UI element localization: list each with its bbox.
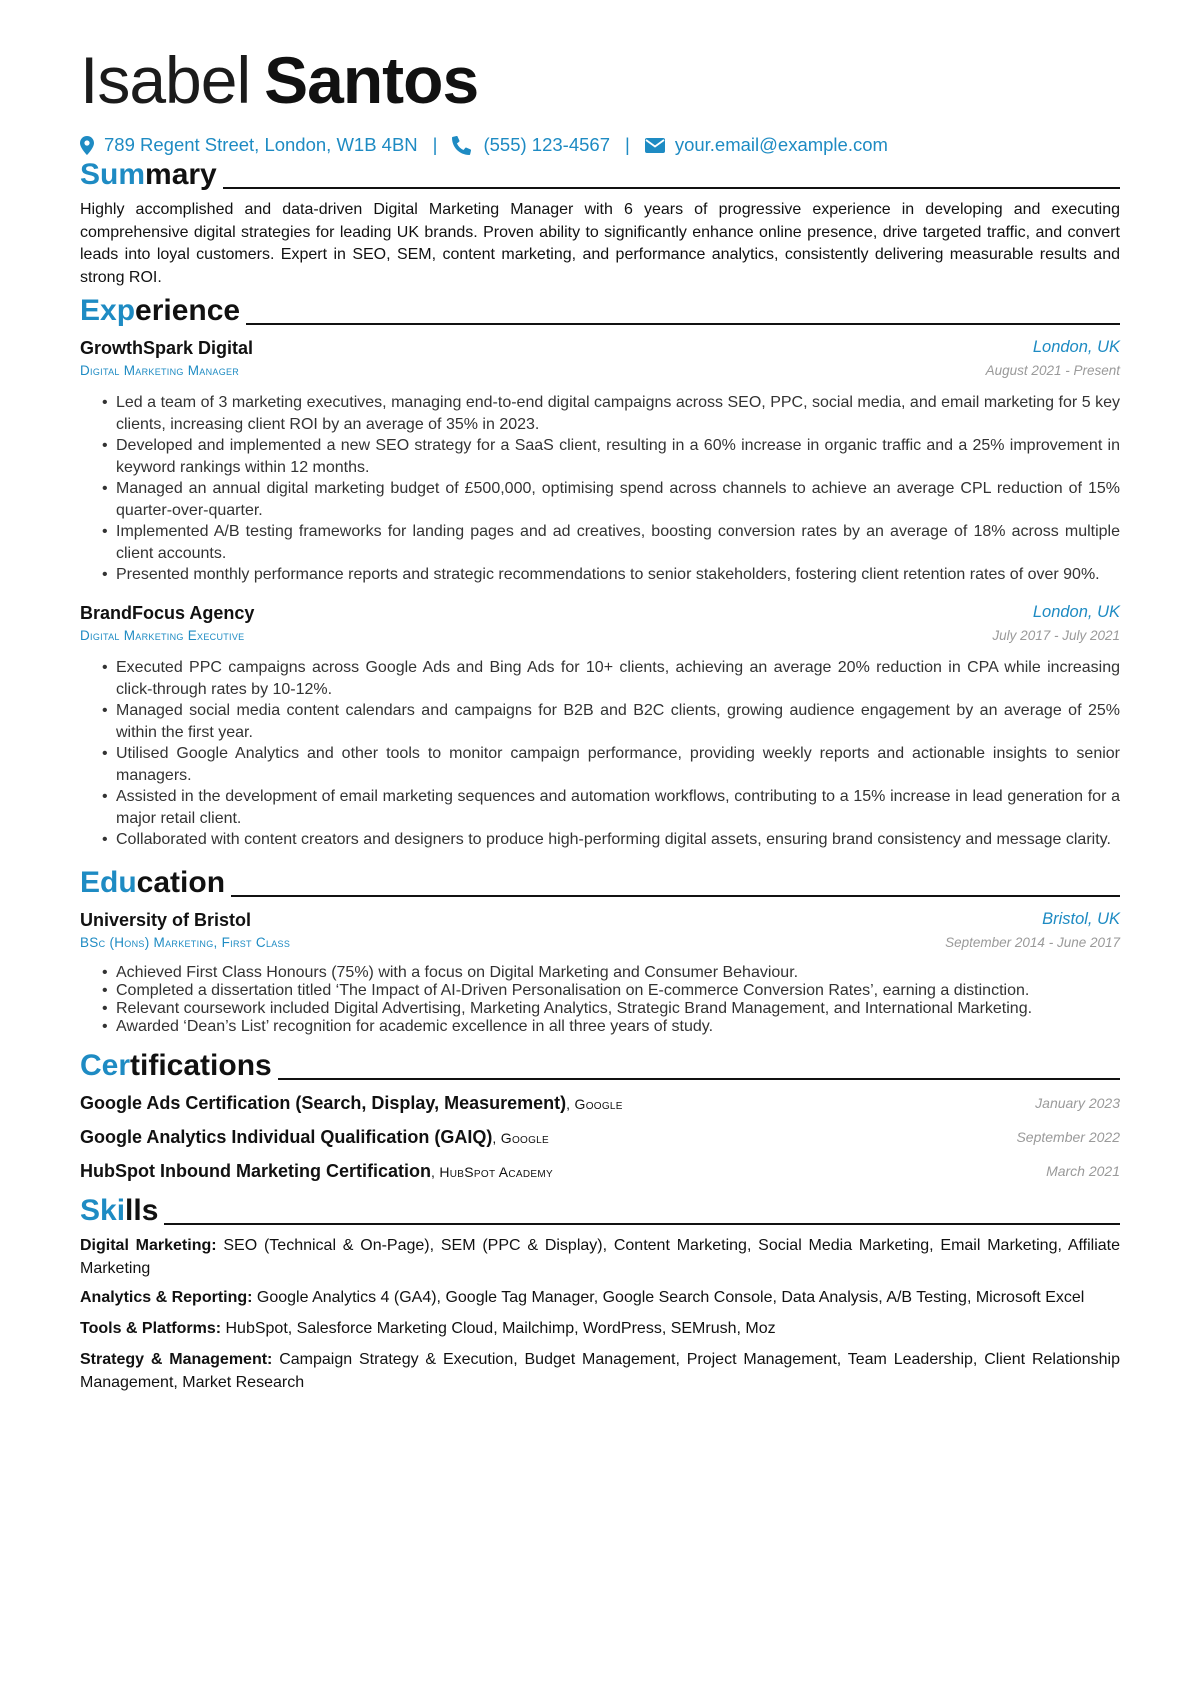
envelope-icon [645,138,665,153]
skill-row [80,1349,1120,1394]
list-item: • Led a team of 3 marketing executives, managing end-to-end digital campaigns across SEO, PPC, social media, and email marketing for 5 key clients, increasing client ROI by an average of 35% in 2023. [80,392,1120,435]
experience-heading: Experience [80,294,1120,328]
certification-date: March 2021 [1046,1163,1120,1179]
education-heading: Education [80,866,1120,900]
skill-values: SEO (Technical & On-Page), SEM (PPC & Display), Content Marketing, Social Media Marketing, Email Marketing, Affiliate Marketing [80,1237,1121,1277]
skill-row [80,1287,1120,1310]
skill-row [80,1235,1120,1280]
map-pin-icon [80,136,94,155]
skill-values: HubSpot, Salesforce Marketing Cloud, Mailchimp, WordPress, SEMrush, Moz [221,1320,776,1337]
skill-category: Tools & Platforms: [80,1320,222,1337]
education-dates: September 2014 - June 2017 [945,935,1120,950]
certification-issuer: , Google [492,1130,550,1146]
address-text: 789 Regent Street, London, W1B 4BN [104,134,418,155]
school-location: Bristol, UK [1042,910,1120,928]
phone-text: (555) 123-4567 [483,134,610,155]
phone-icon [452,136,471,155]
job-location: London, UK [1032,603,1120,621]
list-item: • Executed PPC campaigns across Google Ads and Bing Ads for 10+ clients, achieving an average 20% reduction in CPA while increasing click-through rates by 10-12%. [80,657,1120,700]
certifications-heading: Certifications [80,1049,1120,1083]
list-item: • Collaborated with content creators and designers to produce high-performing digital assets, ensuring brand consistency and message clarity. [80,829,1120,851]
list-item: • Developed and implemented a new SEO strategy for a SaaS client, resulting in a 60% increase in organic traffic and a 25% improvement in keyword rankings within 12 months. [80,435,1120,478]
skill-category: Strategy & Management: [80,1351,273,1368]
certification-issuer: , Google [566,1096,623,1112]
list-item: • Relevant coursework included Digital Advertising, Marketing Analytics, Strategic Brand Management, and International Marketing. [80,1000,1120,1018]
certification-title: Google Ads Certification (Search, Display, Measurement) [80,1093,567,1113]
job-title: Digital Marketing Executive [80,628,245,643]
contact-separator: | [432,134,438,155]
list-item: • Presented monthly performance reports and strategic recommendations to senior stakeholders, fostering client retention rates of over 90%. [80,564,1120,586]
section-rule [164,1223,1120,1225]
section-rule [223,187,1120,189]
job-bullets [80,392,1120,586]
last-name: Santos [264,43,479,117]
candidate-name [80,40,478,120]
skill-category: Analytics & Reporting: [80,1289,253,1306]
education-bullets [80,964,1120,1036]
certification-title: Google Analytics Individual Qualification (GAIQ) [80,1127,493,1147]
job-bullets [80,657,1120,851]
summary-heading: Summary [80,158,1120,192]
skill-row [80,1318,1120,1341]
degree-title: BSc (Hons) Marketing, First Class [80,935,291,950]
contact-separator: | [625,134,630,155]
job-company: GrowthSpark Digital [80,338,254,358]
job-company: BrandFocus Agency [80,603,255,623]
list-item: • Managed social media content calendars and campaigns for B2B and B2C clients, growing audience engagement by an average of 25% within the first year. [80,700,1120,743]
email-link[interactable]: your.email@example.com [674,134,888,155]
section-rule [246,323,1120,325]
section-rule [231,895,1120,897]
list-item: • Implemented A/B testing frameworks for landing pages and ad creatives, boosting conversion rates by an average of 18% across multiple client accounts. [80,521,1120,564]
contact-line [80,134,888,156]
list-item: • Achieved First Class Honours (75%) with a focus on Digital Marketing and Consumer Behaviour. [80,964,1120,982]
skill-category: Digital Marketing: [80,1237,217,1254]
summary-text: Highly accomplished and data-driven Digital Marketing Manager with 6 years of progressive experience in developing and executing comprehensive digital strategies for leading UK brands. Proven ability to significantly enhance online presence, drive targeted traffic, and convert leads into loyal customers. Expert in SEO, SEM, content marketing, and performance analytics, consistently delivering measurable results and strong ROI. [80,201,1120,286]
certification-date: September 2022 [1016,1129,1120,1145]
certification-date: January 2023 [1035,1095,1120,1111]
certification-issuer: , HubSpot Academy [430,1164,553,1180]
list-item: • Completed a dissertation titled ‘The Impact of AI-Driven Personalisation on E-commerce Conversion Rates’, earning a distinction. [80,982,1120,1000]
list-item: • Managed an annual digital marketing budget of £500,000, optimising spend across channels to achieve an average CPL reduction of 15% quarter-over-quarter. [80,478,1120,521]
job-dates: July 2017 - July 2021 [992,628,1120,643]
list-item: • Utilised Google Analytics and other tools to monitor campaign performance, providing weekly reports and actionable insights to senior managers. [80,743,1120,786]
skill-values: Campaign Strategy & Execution, Budget Management, Project Management, Team Leadership, Client Relationship Management, Market Research [80,1351,1120,1391]
school-name: University of Bristol [80,910,252,930]
list-item: • Awarded ‘Dean’s List’ recognition for academic excellence in all three years of study. [80,1018,1120,1036]
first-name: Isabel [80,43,251,117]
list-item: • Assisted in the development of email marketing sequences and automation workflows, contributing to a 15% increase in lead generation for a major retail client. [80,786,1120,829]
skills-heading: Skills [80,1194,1120,1228]
job-title: Digital Marketing Manager [80,363,240,378]
skill-values: Google Analytics 4 (GA4), Google Tag Manager, Google Search Console, Data Analysis, A/B Testing, Microsoft Excel [252,1289,1085,1306]
section-rule [278,1078,1120,1080]
job-dates: August 2021 - Present [985,363,1120,378]
job-location: London, UK [1032,338,1120,356]
certification-title: HubSpot Inbound Marketing Certification [80,1161,431,1181]
